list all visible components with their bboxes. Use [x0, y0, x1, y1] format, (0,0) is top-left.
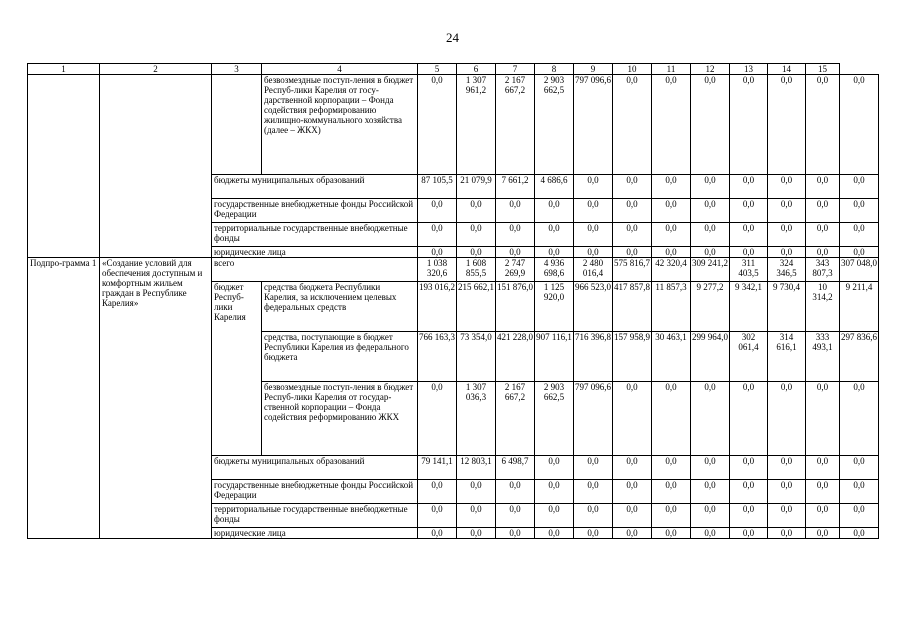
row-label: средства бюджета Республики Карелия, за исключением целевых федеральных средств	[262, 282, 418, 332]
column-header: 11	[652, 64, 691, 75]
value-cell: 0,0	[496, 528, 535, 539]
value-cell: 9 211,4	[840, 282, 879, 332]
value-cell: 299 964,0	[691, 332, 730, 382]
value-cell: 0,0	[691, 528, 730, 539]
column-header: 3	[212, 64, 262, 75]
value-cell: 0,0	[535, 504, 574, 528]
subprogram-number: Подпро-грамма 1	[28, 258, 100, 539]
value-cell: 0,0	[652, 504, 691, 528]
value-cell: 0,0	[652, 456, 691, 480]
value-cell: 0,0	[840, 480, 879, 504]
value-cell: 343 807,3	[806, 258, 840, 282]
value-cell: 9 342,1	[730, 282, 768, 332]
value-cell: 73 354,0	[457, 332, 496, 382]
row-label: бюджеты муниципальных образований	[212, 175, 418, 199]
value-cell: 966 523,0	[574, 282, 613, 332]
value-cell: 0,0	[840, 199, 879, 223]
value-cell: 0,0	[730, 75, 768, 175]
value-cell: 0,0	[730, 504, 768, 528]
value-cell: 151 876,0	[496, 282, 535, 332]
page-number: 24	[446, 30, 459, 45]
column-header: 6	[457, 64, 496, 75]
budget-table	[27, 63, 879, 539]
value-cell: 12 803,1	[457, 456, 496, 480]
value-cell: 1 307 036,3	[457, 382, 496, 456]
value-cell: 0,0	[457, 480, 496, 504]
value-cell: 0,0	[418, 480, 457, 504]
value-cell: 0,0	[730, 480, 768, 504]
value-cell: 0,0	[457, 247, 496, 258]
value-cell: 0,0	[691, 175, 730, 199]
value-cell: 0,0	[806, 175, 840, 199]
value-cell: 2 167 667,2	[496, 75, 535, 175]
value-cell: 0,0	[613, 480, 652, 504]
value-cell: 0,0	[652, 175, 691, 199]
value-cell: 2 480 016,4	[574, 258, 613, 282]
value-cell: 0,0	[574, 199, 613, 223]
value-cell: 0,0	[730, 247, 768, 258]
value-cell: 0,0	[840, 504, 879, 528]
value-cell: 0,0	[691, 480, 730, 504]
row-label: безвозмездные поступ-ления в бюджет Респуб-лики Карелия от госу-дарственной корпорации – Фонда содействия реформированию жилищно-коммунального хозяйства (далее – ЖКХ)	[262, 75, 418, 175]
value-cell: 0,0	[613, 75, 652, 175]
column-header: 9	[574, 64, 613, 75]
value-cell: 0,0	[840, 75, 879, 175]
value-cell: 0,0	[840, 382, 879, 456]
value-cell: 307 048,0	[840, 258, 879, 282]
value-cell: 0,0	[768, 223, 806, 247]
value-cell: 0,0	[768, 504, 806, 528]
column-header: 5	[418, 64, 457, 75]
value-cell: 30 463,1	[652, 332, 691, 382]
value-cell: 1 307 961,2	[457, 75, 496, 175]
value-cell: 0,0	[535, 480, 574, 504]
row-label: средства, поступающие в бюджет Республики Карелия из федерального бюджета	[262, 332, 418, 382]
value-cell: 0,0	[496, 480, 535, 504]
empty-cell	[212, 75, 262, 175]
value-cell: 2 903 662,5	[535, 382, 574, 456]
value-cell: 0,0	[691, 247, 730, 258]
value-cell: 0,0	[418, 199, 457, 223]
value-cell: 0,0	[652, 528, 691, 539]
value-cell: 21 079,9	[457, 175, 496, 199]
value-cell: 0,0	[652, 480, 691, 504]
value-cell: 297 836,6	[840, 332, 879, 382]
table-row	[28, 75, 879, 175]
value-cell: 1 608 855,5	[457, 258, 496, 282]
value-cell: 9 730,4	[768, 282, 806, 332]
value-cell: 0,0	[730, 223, 768, 247]
value-cell: 0,0	[496, 223, 535, 247]
value-cell: 0,0	[535, 199, 574, 223]
value-cell: 0,0	[806, 480, 840, 504]
row-label: государственные внебюджетные фонды Российской Федерации	[212, 480, 418, 504]
value-cell: 0,0	[613, 247, 652, 258]
value-cell: 0,0	[457, 528, 496, 539]
value-cell: 0,0	[691, 504, 730, 528]
subprogram-title: «Создание условий для обеспечения доступным и комфортным жильем граждан в Республике Карелия»	[100, 258, 212, 539]
value-cell: 193 016,2	[418, 282, 457, 332]
value-cell: 87 105,5	[418, 175, 457, 199]
value-cell: 4 686,6	[535, 175, 574, 199]
value-cell: 314 616,1	[768, 332, 806, 382]
value-cell: 0,0	[574, 175, 613, 199]
column-header: 10	[613, 64, 652, 75]
column-header: 15	[806, 64, 840, 75]
value-cell: 575 816,7	[613, 258, 652, 282]
value-cell: 0,0	[730, 199, 768, 223]
value-cell: 309 241,2	[691, 258, 730, 282]
budget-rk-label: бюджет Респуб-лики Карелия	[212, 282, 262, 456]
row-label: юридические лица	[212, 528, 418, 539]
value-cell: 0,0	[535, 223, 574, 247]
value-cell: 0,0	[806, 528, 840, 539]
value-cell: 10 314,2	[806, 282, 840, 332]
table-row	[28, 258, 879, 282]
value-cell: 0,0	[652, 223, 691, 247]
value-cell: 0,0	[840, 456, 879, 480]
value-cell: 0,0	[730, 456, 768, 480]
value-cell: 11 857,3	[652, 282, 691, 332]
column-header: 12	[691, 64, 730, 75]
value-cell: 0,0	[613, 504, 652, 528]
value-cell: 2 747 269,9	[496, 258, 535, 282]
value-cell: 0,0	[574, 528, 613, 539]
value-cell: 0,0	[730, 382, 768, 456]
value-cell: 417 857,8	[613, 282, 652, 332]
column-header: 7	[496, 64, 535, 75]
value-cell: 0,0	[652, 247, 691, 258]
row-label: юридические лица	[212, 247, 418, 258]
value-cell: 0,0	[418, 382, 457, 456]
value-cell: 0,0	[613, 382, 652, 456]
value-cell: 0,0	[535, 528, 574, 539]
value-cell: 0,0	[496, 504, 535, 528]
header-row	[28, 64, 879, 75]
value-cell: 0,0	[691, 223, 730, 247]
value-cell: 157 958,9	[613, 332, 652, 382]
value-cell: 42 320,4	[652, 258, 691, 282]
value-cell: 0,0	[574, 456, 613, 480]
value-cell: 0,0	[806, 223, 840, 247]
value-cell: 0,0	[840, 223, 879, 247]
value-cell: 0,0	[418, 247, 457, 258]
row-label: бюджеты муниципальных образований	[212, 456, 418, 480]
value-cell: 215 662,1	[457, 282, 496, 332]
value-cell: 0,0	[730, 528, 768, 539]
value-cell: 0,0	[768, 382, 806, 456]
value-cell: 0,0	[652, 382, 691, 456]
column-header: 14	[768, 64, 806, 75]
value-cell: 0,0	[457, 504, 496, 528]
value-cell: 0,0	[535, 456, 574, 480]
empty-cell	[100, 75, 212, 258]
value-cell: 0,0	[418, 223, 457, 247]
value-cell: 0,0	[418, 528, 457, 539]
value-cell: 324 346,5	[768, 258, 806, 282]
value-cell: 0,0	[574, 223, 613, 247]
value-cell: 0,0	[840, 247, 879, 258]
value-cell: 797 096,6	[574, 382, 613, 456]
value-cell: 0,0	[806, 75, 840, 175]
value-cell: 0,0	[768, 528, 806, 539]
column-header: 4	[262, 64, 418, 75]
row-label: территориальные государственные внебюджетные фонды	[212, 504, 418, 528]
value-cell: 797 096,6	[574, 75, 613, 175]
value-cell: 421 228,0	[496, 332, 535, 382]
value-cell: 311 403,5	[730, 258, 768, 282]
value-cell: 302 061,4	[730, 332, 768, 382]
value-cell: 0,0	[840, 175, 879, 199]
value-cell: 0,0	[613, 175, 652, 199]
value-cell: 716 396,8	[574, 332, 613, 382]
value-cell: 0,0	[768, 456, 806, 480]
value-cell: 0,0	[806, 456, 840, 480]
value-cell: 0,0	[418, 75, 457, 175]
value-cell: 2 167 667,2	[496, 382, 535, 456]
empty-cell	[28, 75, 100, 258]
column-header: 1	[28, 64, 100, 75]
value-cell: 4 936 698,6	[535, 258, 574, 282]
value-cell: 0,0	[806, 199, 840, 223]
value-cell: 6 498,7	[496, 456, 535, 480]
value-cell: 0,0	[768, 199, 806, 223]
value-cell: 0,0	[730, 175, 768, 199]
value-cell: 907 116,1	[535, 332, 574, 382]
value-cell: 0,0	[496, 247, 535, 258]
value-cell: 0,0	[535, 247, 574, 258]
value-cell: 766 163,3	[418, 332, 457, 382]
row-label: безвозмездные поступ-ления в бюджет Респуб-лики Карелия от государ-ственной корпорации – Фонда содействия реформированию ЖКХ	[262, 382, 418, 456]
value-cell: 0,0	[768, 247, 806, 258]
value-cell: 333 493,1	[806, 332, 840, 382]
value-cell: 0,0	[806, 382, 840, 456]
value-cell: 2 903 662,5	[535, 75, 574, 175]
column-header: 8	[535, 64, 574, 75]
value-cell: 0,0	[768, 175, 806, 199]
value-cell: 1 038 320,6	[418, 258, 457, 282]
value-cell: 7 661,2	[496, 175, 535, 199]
value-cell: 0,0	[806, 504, 840, 528]
value-cell: 0,0	[806, 247, 840, 258]
value-cell: 0,0	[691, 382, 730, 456]
row-label: территориальные государственные внебюджетные фонды	[212, 223, 418, 247]
value-cell: 0,0	[496, 199, 535, 223]
column-header: 13	[730, 64, 768, 75]
value-cell: 0,0	[574, 247, 613, 258]
value-cell: 0,0	[457, 199, 496, 223]
value-cell: 0,0	[418, 504, 457, 528]
value-cell: 0,0	[691, 199, 730, 223]
value-cell: 9 277,2	[691, 282, 730, 332]
value-cell: 0,0	[574, 480, 613, 504]
column-header: 2	[100, 64, 212, 75]
value-cell: 0,0	[574, 504, 613, 528]
row-label: государственные внебюджетные фонды Российской Федерации	[212, 199, 418, 223]
value-cell: 0,0	[613, 456, 652, 480]
value-cell: 0,0	[457, 223, 496, 247]
value-cell: 0,0	[613, 199, 652, 223]
row-label: всего	[212, 258, 418, 282]
value-cell: 1 125 920,0	[535, 282, 574, 332]
value-cell: 0,0	[613, 528, 652, 539]
value-cell: 0,0	[840, 528, 879, 539]
value-cell: 0,0	[691, 75, 730, 175]
value-cell: 0,0	[652, 75, 691, 175]
value-cell: 0,0	[768, 75, 806, 175]
value-cell: 0,0	[652, 199, 691, 223]
value-cell: 0,0	[691, 456, 730, 480]
value-cell: 0,0	[613, 223, 652, 247]
value-cell: 79 141,1	[418, 456, 457, 480]
value-cell: 0,0	[768, 480, 806, 504]
